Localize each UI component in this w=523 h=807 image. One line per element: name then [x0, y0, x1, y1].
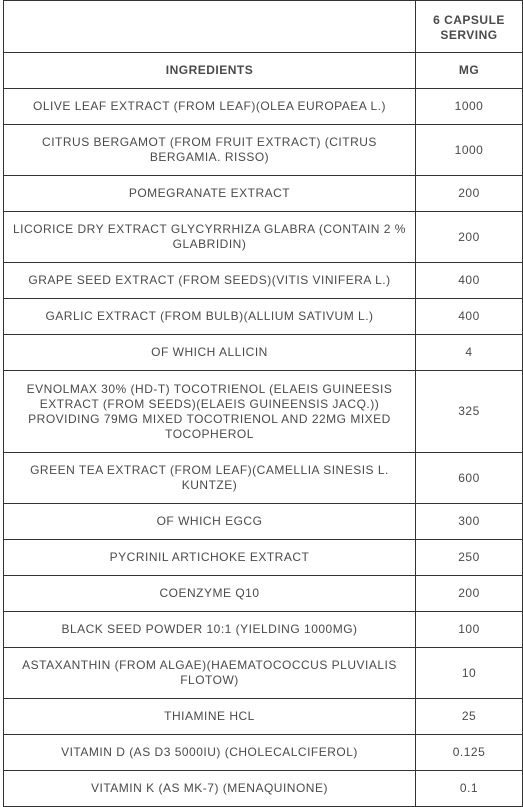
ingredient-amount: 250: [416, 540, 523, 576]
ingredient-name: GREEN TEA EXTRACT (FROM LEAF)(CAMELLIA SINESIS L. KUNTZE): [4, 453, 416, 504]
ingredient-name: POMEGRANATE EXTRACT: [4, 176, 416, 212]
ingredient-amount: 4: [416, 335, 523, 371]
ingredient-amount: 200: [416, 576, 523, 612]
ingredient-amount: 600: [416, 453, 523, 504]
ingredient-amount: 200: [416, 176, 523, 212]
ingredient-name: ASTAXANTHIN (FROM ALGAE)(HAEMATOCOCCUS PLUVIALIS FLOTOW): [4, 648, 416, 699]
ingredient-name: COENZYME Q10: [4, 576, 416, 612]
serving-line-1: 6 CAPSULE: [433, 12, 505, 27]
ingredient-name: PYCRINIL ARTICHOKE EXTRACT: [4, 540, 416, 576]
unit-column-header: MG: [416, 53, 523, 89]
table-row: [4, 453, 523, 504]
ingredient-name: VITAMIN D (AS D3 5000IU) (CHOLECALCIFEROL): [4, 735, 416, 771]
serving-header-row: [4, 1, 523, 53]
table-row: [4, 699, 523, 735]
ingredient-amount: 400: [416, 299, 523, 335]
ingredient-name: OF WHICH ALLICIN: [4, 335, 416, 371]
table-row: [4, 735, 523, 771]
ingredients-table: [3, 0, 523, 807]
ingredient-name: LICORICE DRY EXTRACT GLYCYRRHIZA GLABRA (CONTAIN 2 % GLABRIDIN): [4, 212, 416, 263]
table-row: [4, 212, 523, 263]
ingredient-name: OF WHICH EGCG: [4, 504, 416, 540]
ingredient-amount: 100: [416, 612, 523, 648]
ingredient-name: THIAMINE HCL: [4, 699, 416, 735]
ingredient-amount: 1000: [416, 89, 523, 125]
ingredient-name: GARLIC EXTRACT (FROM BULB)(ALLIUM SATIVUM L.): [4, 299, 416, 335]
serving-size-header: [416, 1, 523, 53]
ingredient-name: OLIVE LEAF EXTRACT (FROM LEAF)(OLEA EUROPAEA L.): [4, 89, 416, 125]
ingredient-amount: 325: [416, 371, 523, 453]
table-row: [4, 263, 523, 299]
ingredient-name: CITRUS BERGAMOT (FROM FRUIT EXTRACT) (CITRUS BERGAMIA. RISSO): [4, 125, 416, 176]
ingredient-amount: 400: [416, 263, 523, 299]
ingredient-amount: 25: [416, 699, 523, 735]
ingredient-amount: 10: [416, 648, 523, 699]
table-row: [4, 648, 523, 699]
table-row: [4, 299, 523, 335]
table-row: [4, 504, 523, 540]
ingredient-name: GRAPE SEED EXTRACT (FROM SEEDS)(VITIS VINIFERA L.): [4, 263, 416, 299]
empty-header-cell: [4, 1, 416, 53]
table-row: [4, 771, 523, 807]
table-row: [4, 576, 523, 612]
table-row: [4, 612, 523, 648]
table-row: [4, 335, 523, 371]
ingredient-name: BLACK SEED POWDER 10:1 (YIELDING 1000MG): [4, 612, 416, 648]
table-row: [4, 176, 523, 212]
ingredient-name: VITAMIN K (AS MK-7) (MENAQUINONE): [4, 771, 416, 807]
table-row: [4, 371, 523, 453]
ingredient-amount: 1000: [416, 125, 523, 176]
table-row: [4, 540, 523, 576]
ingredient-amount: 0.125: [416, 735, 523, 771]
column-header-row: [4, 53, 523, 89]
ingredient-amount: 300: [416, 504, 523, 540]
table-row: [4, 125, 523, 176]
ingredient-amount: 200: [416, 212, 523, 263]
serving-line-2: SERVING: [440, 27, 498, 42]
ingredient-amount: 0.1: [416, 771, 523, 807]
table-row: [4, 89, 523, 125]
ingredients-column-header: INGREDIENTS: [4, 53, 416, 89]
ingredient-name: EVNOLMAX 30% (HD-T) TOCOTRIENOL (ELAEIS GUINEESIS EXTRACT (FROM SEEDS)(ELAEIS GUINEENSIS JACQ.)) PROVIDING 79MG MIXED TOCOTRIENOL AND 22MG MIXED TOCOPHEROL: [4, 371, 416, 453]
